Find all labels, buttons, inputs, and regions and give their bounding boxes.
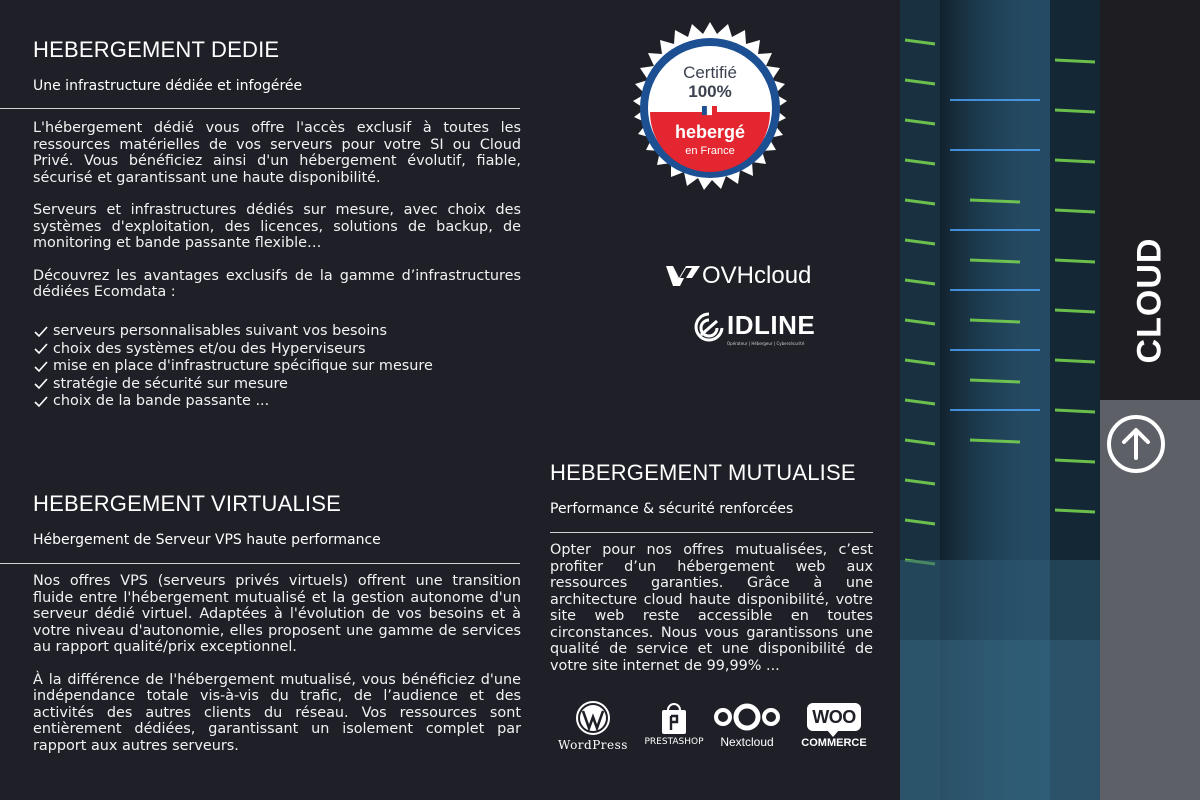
nextcloud-icon	[711, 702, 783, 732]
woocommerce-label: COMMERCE	[801, 737, 867, 749]
idline-logo[interactable]	[693, 310, 815, 346]
checklist-label: mise en place d'infrastructure spécifique sur mesure	[53, 358, 433, 374]
checklist-label: stratégie de sécurité sur mesure	[53, 375, 288, 392]
datacenter-photo	[900, 0, 1100, 800]
list-item	[33, 358, 521, 376]
virtualise-paragraph-1: Nos offres VPS (serveurs privés virtuels) offrent une transition fluide entre l'hébergement mutualisé et la gestion autonome d'un serveur dédié virtuel. Adaptées à l'évolution de vos besoins et à votre niveau d'autonomie, elles proposent une gamme de services au rapport qualité/prix exceptionnel.	[33, 573, 521, 655]
dedie-subtitle: Une infrastructure dédiée et infogérée	[33, 78, 303, 94]
cloud-tab	[1100, 180, 1200, 420]
virtualise-paragraph-2: À la différence de l'hébergement mutualisé, vous bénéficiez d'une indépendance totale vis-à-vis du trafic, de l’audience et des activités des autres clients du réseau. Vos ressources sont entièrement dédiées, garantissant un isolement complet par rapport aux autres serveurs.	[33, 671, 521, 754]
mutualise-subtitle: Performance & sécurité renforcées	[550, 501, 794, 517]
virtualise-subtitle: Hébergement de Serveur VPS haute performance	[33, 532, 381, 548]
list-item	[33, 341, 521, 359]
dedie-paragraph-3: Découvrez les avantages exclusifs de la gamme d’infrastructures dédiées Ecomdata :	[33, 267, 521, 300]
virtualise-title: HEBERGEMENT VIRTUALISE	[33, 491, 341, 516]
dedie-checklist	[33, 323, 521, 411]
check-icon	[33, 325, 53, 339]
mutualise-body	[550, 542, 873, 690]
woo-text: WOO	[812, 706, 856, 727]
nextcloud-logo[interactable]	[711, 702, 783, 749]
dedie-paragraph-2: Serveurs et infrastructures dédiés sur mesure, avec choix des systèmes d'exploitation, des licences, solutions de backup, de monitoring et bande passante flexible…	[33, 202, 521, 251]
badge-line-1: Certifié	[683, 63, 737, 82]
check-icon	[33, 360, 53, 374]
mutualise-title: HEBERGEMENT MUTUALISE	[550, 460, 856, 485]
idline-icon	[693, 311, 725, 345]
list-item	[33, 393, 521, 411]
badge-line-2: 100%	[688, 82, 732, 101]
virtualise-divider	[0, 563, 520, 564]
cloud-label: CLOUD	[1130, 237, 1169, 363]
certified-badge	[620, 20, 800, 200]
idline-tagline: Opérateur | Hébergeur | Cybersécurité	[727, 341, 805, 346]
idline-text: IDLINE	[727, 310, 816, 340]
woo-bubble	[807, 703, 861, 731]
mutualise-divider	[550, 532, 873, 533]
check-icon	[33, 395, 53, 409]
checklist-label: choix des systèmes et/ou des Hyperviseurs	[53, 340, 366, 357]
france-flag-icon	[702, 106, 717, 115]
badge-line-4: en France	[685, 145, 735, 157]
checklist-label: choix de la bande passante ...	[53, 393, 270, 409]
dedie-body	[33, 120, 521, 317]
ovhcloud-icon	[664, 264, 702, 288]
checklist-label: serveurs personnalisables suivant vos besoins	[53, 323, 387, 339]
ovhcloud-text: OVHcloud	[702, 262, 812, 289]
dedie-divider	[0, 108, 520, 109]
virtualise-body	[33, 573, 521, 770]
wordpress-logo[interactable]	[552, 700, 634, 752]
badge-line-3: hebergé	[674, 122, 746, 142]
list-item	[33, 376, 521, 394]
check-icon	[33, 377, 53, 391]
prestashop-label: PRESTASHOP	[644, 737, 704, 747]
list-item	[33, 323, 521, 341]
prestashop-logo[interactable]	[644, 700, 704, 747]
server-racks-illustration	[900, 0, 1100, 800]
prestashop-icon	[659, 700, 689, 736]
dedie-paragraph-1: L'hébergement dédié vous offre l'accès exclusif à toutes les ressources matérielles de vos serveurs pour votre SI ou Cloud Privé. Vous bénéficiez ainsi d'un hébergement évolutif, fiable, sécurisé et garantissant une haute disponibilité.	[33, 120, 521, 186]
check-icon	[33, 342, 53, 356]
arrow-up-icon	[1124, 430, 1148, 458]
scroll-to-top-button[interactable]	[1105, 413, 1167, 475]
mutualise-paragraph: Opter pour nos offres mutualisées, c’est profiter d’un hébergement web aux ressources garanties. Grâce à une architecture cloud haute disponibilité, votre site web reste accessible en toutes circonstances. Nous vous garantissons une qualité de service et une disponibilité de votre site internet de 99,99% ...	[550, 542, 873, 674]
ovhcloud-logo[interactable]	[664, 262, 811, 290]
woo-bubble-tail	[827, 730, 839, 737]
dedie-title: HEBERGEMENT DEDIE	[33, 37, 280, 62]
wordpress-icon	[575, 700, 611, 736]
wordpress-label: WordPress	[558, 738, 628, 752]
woocommerce-logo[interactable]	[800, 703, 868, 749]
nextcloud-label: Nextcloud	[720, 735, 774, 749]
